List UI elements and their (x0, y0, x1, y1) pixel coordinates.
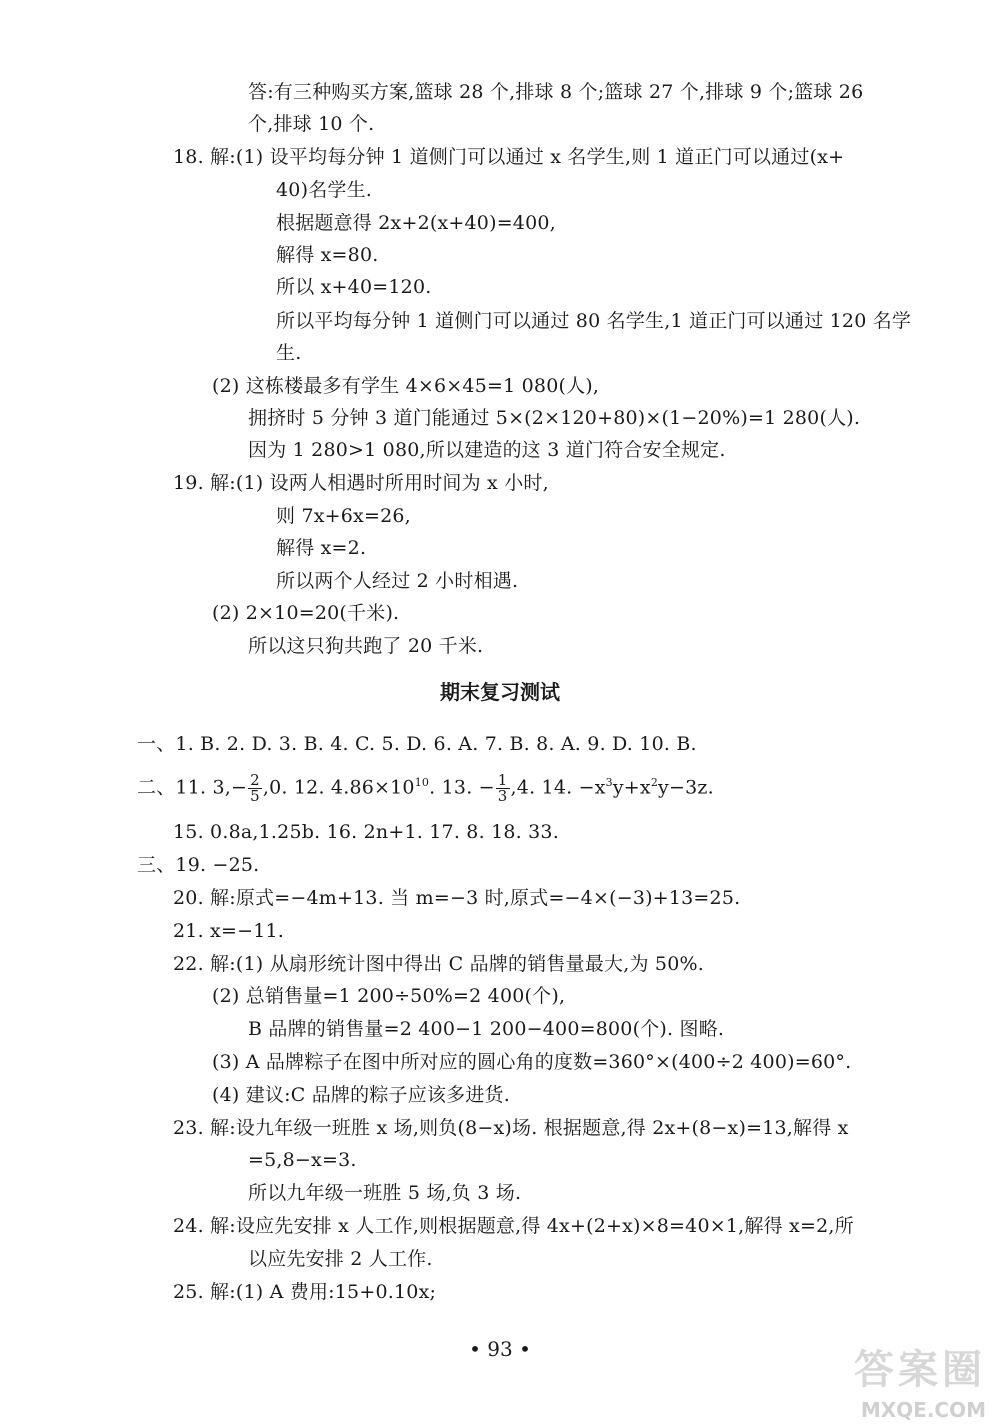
answer-line: 以应先安排 2 人工作. (248, 1248, 433, 1270)
watermark-url: MXQE.COM (860, 1398, 986, 1422)
answer-line: 15. 0.8a,1.25b. 16. 2n+1. 17. 8. 18. 33. (173, 821, 559, 843)
exponent: 2 (650, 776, 659, 790)
answer-line: 拥挤时 5 分钟 3 道门能通过 5×(2×120+80)×(1−20%)=1 280(人). (248, 407, 861, 429)
answer-line: 所以 x+40=120. (276, 276, 432, 298)
answer-line: 24. 解:设应先安排 x 人工作,则根据题意,得 4x+(2+x)×8=40×1,解得 x=2,所 (173, 1215, 854, 1237)
answer-line: 23. 解:设九年级一班胜 x 场,则负(8−x)场. 根据题意,得 2x+(8−x)=13,解得 x (173, 1117, 849, 1139)
answer-line: 个,排球 10 个. (248, 113, 375, 135)
answer-line: B 品牌的销售量=2 400−1 200−400=800(个). 图略. (248, 1018, 725, 1040)
answer-line: =5,8−x=3. (248, 1149, 357, 1171)
answer-line: 19. 解:(1) 设两人相遇时所用时间为 x 小时, (173, 472, 549, 494)
fraction-denominator: 3 (497, 787, 508, 805)
answer-line: 因为 1 280>1 080,所以建造的这 3 道门符合安全规定. (248, 439, 726, 461)
answer-line: 25. 解:(1) A 费用:15+0.10x; (173, 1281, 437, 1303)
answer-line: (2) 总销售量=1 200÷50%=2 400(个), (212, 985, 566, 1007)
page-number: • 93 • (469, 1337, 531, 1361)
answer-line: 则 7x+6x=26, (276, 505, 411, 527)
answer-line: (3) A 品牌粽子在图中所对应的圆心角的度数=360°×(400÷2 400)=60°. (212, 1051, 852, 1073)
answer-line: (2) 这栋楼最多有学生 4×6×45=1 080(人), (212, 375, 600, 397)
answer-text: ,4. 14. −x (510, 776, 606, 799)
answer-line: 一、1. B. 2. D. 3. B. 4. C. 5. D. 6. A. 7. B. 8. A. 9. D. 10. B. (137, 733, 697, 755)
fraction-denominator: 5 (250, 787, 260, 805)
answer-line-fill-in (137, 773, 714, 804)
answer-line: 所以平均每分钟 1 道侧门可以通过 80 名学生,1 道正门可以通过 120 名学 (276, 310, 912, 332)
answer-text: 二、11. 3,− (137, 776, 248, 799)
fraction (248, 773, 262, 804)
answer-line: 答:有三种购买方案,篮球 28 个,排球 8 个;篮球 27 个,排球 9 个;篮球 26 (248, 81, 864, 103)
answer-text: y+x (612, 776, 651, 799)
answer-line: 40)名学生. (276, 179, 373, 201)
answer-text: . 13. − (429, 776, 495, 799)
fraction (496, 773, 510, 804)
answer-line: 21. x=−11. (173, 920, 285, 942)
answer-line: 所以这只狗共跑了 20 千米. (248, 635, 484, 657)
answer-line: 三、19. −25. (137, 854, 260, 876)
watermark-logo: 答案圈 (854, 1347, 986, 1393)
exponent: 3 (605, 776, 613, 790)
answer-line: 解得 x=2. (276, 537, 367, 559)
answer-line: 所以九年级一班胜 5 场,负 3 场. (248, 1182, 522, 1204)
answer-line: (4) 建议:C 品牌的粽子应该多进货. (212, 1084, 510, 1106)
exponent: 10 (414, 776, 430, 790)
answer-text: y−3z. (658, 776, 714, 799)
answer-line: 20. 解:原式=−4m+13. 当 m=−3 时,原式=−4×(−3)+13=25. (173, 887, 741, 909)
answer-line: 根据题意得 2x+2(x+40)=400, (276, 212, 556, 234)
answer-text: ,0. 12. 4.86×10 (262, 776, 415, 799)
answer-line: 解得 x=80. (276, 244, 379, 266)
section-title: 期末复习测试 (440, 680, 560, 704)
answer-line: 22. 解:(1) 从扇形统计图中得出 C 品牌的销售量最大,为 50%. (173, 953, 704, 975)
answer-line: 生. (276, 342, 302, 364)
fraction-numerator: 1 (497, 771, 508, 789)
watermark (816, 1338, 986, 1422)
answer-line: 18. 解:(1) 设平均每分钟 1 道侧门可以通过 x 名学生,则 1 道正门可以通过(x+ (173, 146, 845, 168)
answer-line: 所以两个人经过 2 小时相遇. (276, 570, 519, 592)
fraction-numerator: 2 (250, 771, 260, 789)
answer-line: (2) 2×10=20(千米). (212, 602, 400, 624)
